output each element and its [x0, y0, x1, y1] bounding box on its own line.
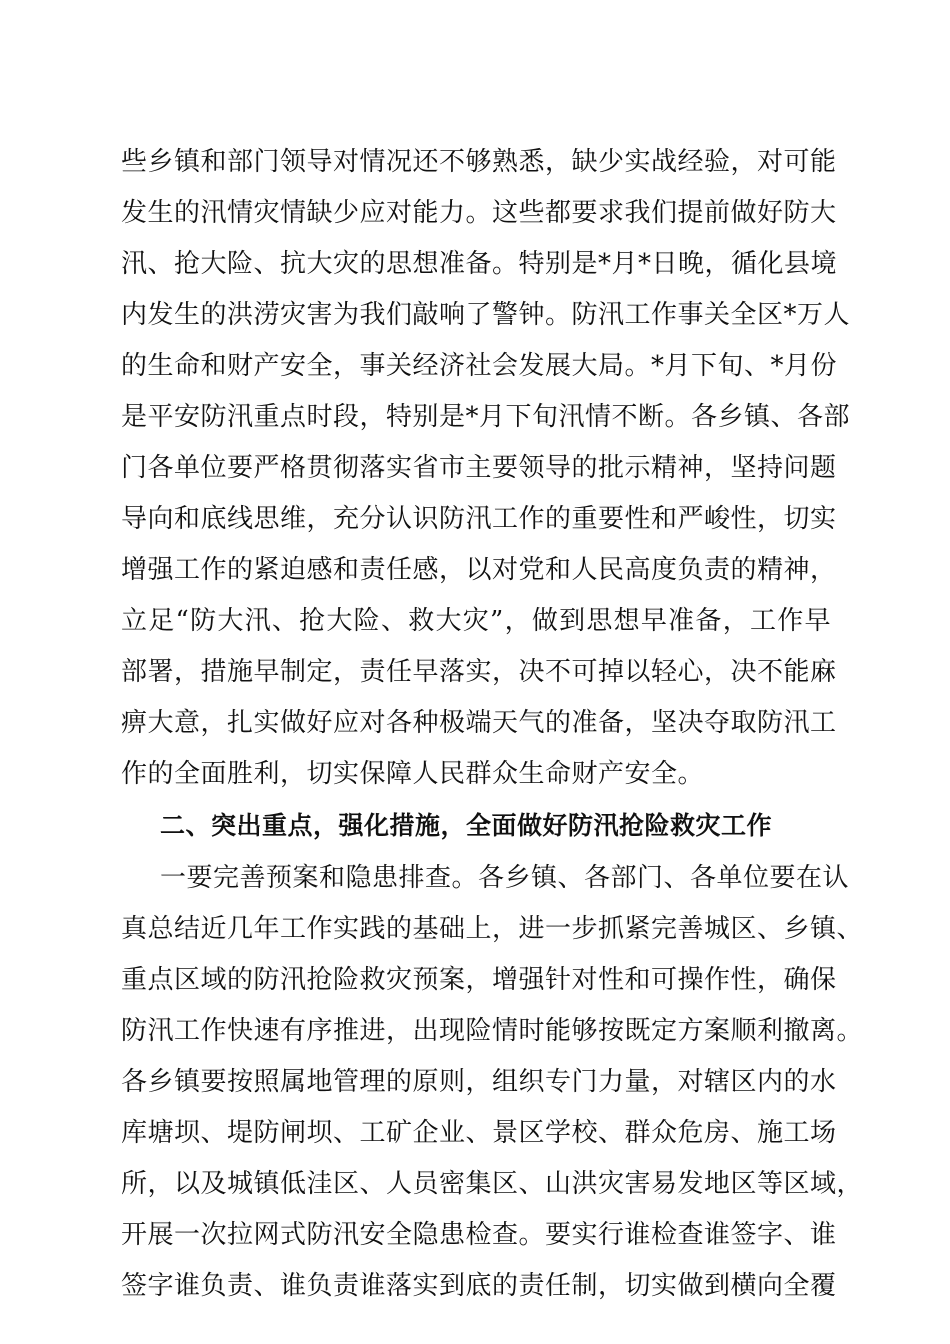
text-line: 内发生的洪涝灾害为我们敲响了警钟。防汛工作事关全区*万人 — [121, 300, 851, 330]
text-line: 签字谁负责、谁负责谁落实到底的责任制，切实做到横向全覆 — [121, 1271, 837, 1301]
text-line: 立足“防大汛、抢大险、救大灾”，做到思想早准备，工作早 — [121, 606, 831, 636]
section-heading: 二、突出重点，强化措施，全面做好防汛抢险救灾工作 — [160, 811, 773, 840]
text-line: 门各单位要严格贯彻落实省市主要领导的批示精神，坚持问题 — [121, 453, 837, 483]
text-line: 些乡镇和部门领导对情况还不够熟悉，缺少实战经验，对可能 — [121, 147, 837, 177]
text-line: 一要完善预案和隐患排查。各乡镇、各部门、各单位要在认 — [160, 863, 850, 893]
text-line: 重点区域的防汛抢险救灾预案，增强针对性和可操作性，确保 — [121, 965, 837, 995]
text-line: 防汛工作快速有序推进，出现险情时能够按既定方案顺利撤离。 — [121, 1016, 864, 1046]
text-line: 的生命和财产安全，事关经济社会发展大局。*月下旬、*月份 — [121, 351, 838, 381]
text-line: 发生的汛情灾情缺少应对能力。这些都要求我们提前做好防大 — [121, 198, 837, 228]
text-line: 痹大意，扎实做好应对各种极端天气的准备，坚决夺取防汛工 — [121, 708, 837, 738]
text-line: 汛、抢大险、抗大灾的思想准备。特别是*月*日晚，循化县境 — [121, 249, 838, 279]
text-line: 作的全面胜利，切实保障人民群众生命财产安全。 — [121, 759, 705, 789]
text-line: 导向和底线思维，充分认识防汛工作的重要性和严峻性，切实 — [121, 504, 837, 534]
text-line: 真总结近几年工作实践的基础上，进一步抓紧完善城区、乡镇、 — [121, 914, 864, 944]
text-line: 各乡镇要按照属地管理的原则，组织专门力量，对辖区内的水 — [121, 1067, 837, 1097]
text-line: 所，以及城镇低洼区、人员密集区、山洪灾害易发地区等区域， — [121, 1169, 864, 1199]
text-line: 增强工作的紧迫感和责任感，以对党和人民高度负责的精神， — [121, 555, 837, 585]
text-line: 开展一次拉网式防汛安全隐患检查。要实行谁检查谁签字、谁 — [121, 1220, 837, 1250]
text-line: 部署，措施早制定，责任早落实，决不可掉以轻心，决不能麻 — [121, 657, 837, 687]
text-line: 是平安防汛重点时段，特别是*月下旬汛情不断。各乡镇、各部 — [121, 402, 851, 432]
text-line: 库塘坝、堤防闸坝、工矿企业、景区学校、群众危房、施工场 — [121, 1118, 837, 1148]
